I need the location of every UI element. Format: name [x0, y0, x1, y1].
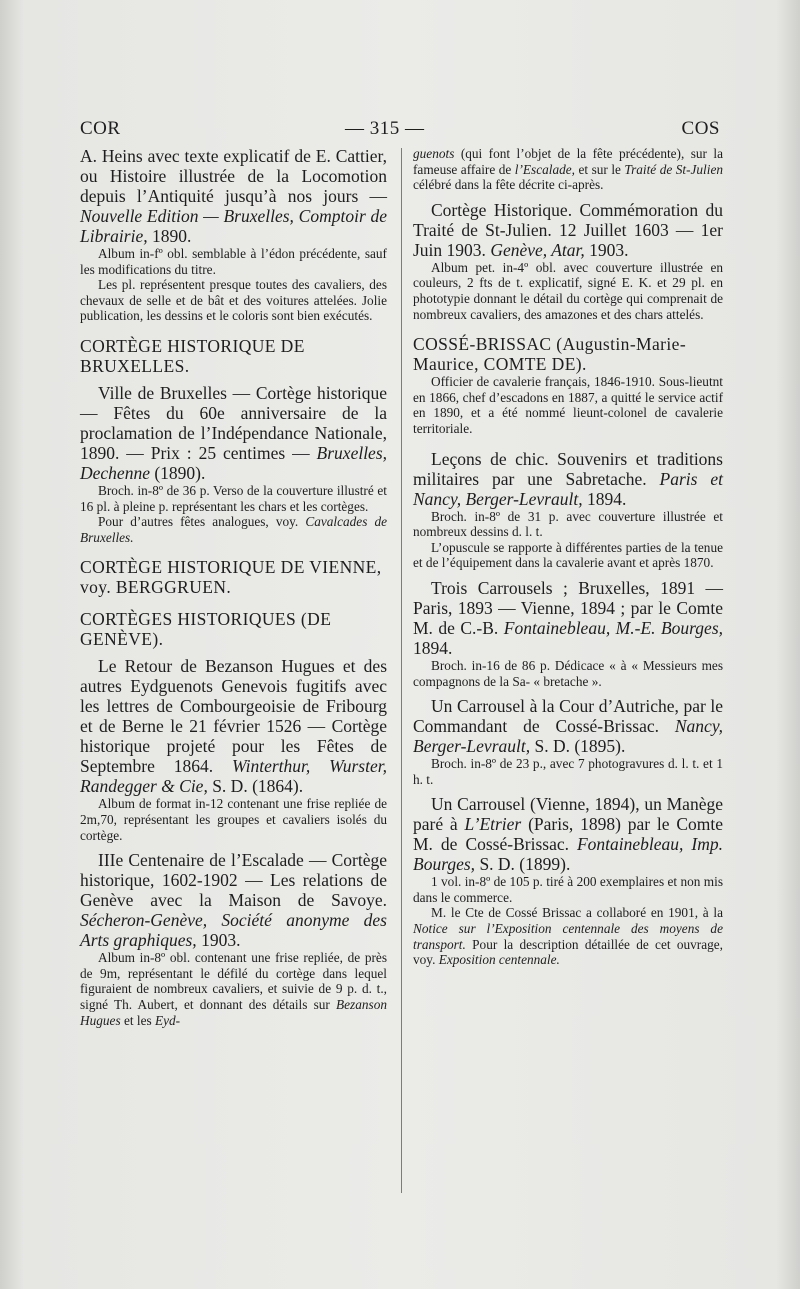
- note: M. le Cte de Cossé Brissac a collaboré en 1901, à la Notice sur l’Exposition centennale des moyens de transport. Pour la description détaillée de cet ouvrage, voy. Exposition centennale.: [413, 905, 723, 968]
- note-continued: guenots (qui font l’objet de la fête précédente), sur la fameuse affaire de l’Escalade, et sur le Traité de St-Julien célébré dans la fête décrite ci-après.: [413, 146, 724, 193]
- note: Album in-fº obl. semblable à l’édon précédente, sauf les modifications du titre.: [80, 246, 387, 277]
- note: Album in-8º obl. contenant une frise repliée, de près de 9m, représentant le défilé du cortège dans lequel figuraient de nombreux cavaliers, et suivie de 9 p. d. t., signé Th. Aubert, et donnant des détails sur Bezanson Hugues et les Eyd-: [80, 950, 387, 1028]
- running-head-right: COS: [681, 118, 720, 139]
- note: Broch. in-8º de 36 p. Verso de la couverture illustré et 16 pl. à pleine p. représentant les chars et les cortèges.: [80, 482, 387, 514]
- note: L’opuscule se rapporte à différentes parties de la tenue et de l’équipement dans la cavalerie avant et après 1870.: [413, 539, 723, 571]
- note: Broch. in-8º de 23 p., avec 7 photogravures d. l. t. et 1 h. t.: [413, 756, 723, 787]
- note: 1 vol. in-8º de 105 p. tiré à 200 exemplaires et non mis dans le commerce.: [413, 874, 723, 905]
- entry-trois-carrousels: Trois Carrousels ; Bruxelles, 1891 — Paris, 1893 — Vienne, 1894 ; par le Comte M. de C.-B. Fontainebleau, M.-E. Bourges, 1894.: [413, 577, 724, 658]
- page-header: [80, 118, 720, 148]
- note: Pour d’autres fêtes analogues, voy. Cavalcades de Bruxelles.: [80, 514, 387, 545]
- entry-escalade: IIIe Centenaire de l’Escalade — Cortège historique, 1602-1902 — Les relations de Genève avec la Maison de Savoye. Sécheron-Genève, Société anonyme des Arts graphiques, 1903.: [80, 850, 387, 951]
- entry-carrousel-autriche: Un Carrousel à la Cour d’Autriche, par le Commandant de Cossé-Brissac. Nancy, Berger-Levrault, S. D. (1895).: [413, 696, 723, 757]
- heading-corteges-geneve: CORTÈGES HISTORIQUES (DE GENÈVE).: [80, 609, 332, 650]
- right-column: [413, 146, 723, 968]
- note: Broch. in-8º de 31 p. avec couverture illustrée et nombreux dessins d. l. t.: [413, 508, 723, 540]
- note: Broch. in-16 de 86 p. Dédicace « à « Messieurs mes compagnons de la Sa- « bretache ».: [413, 657, 723, 689]
- entry-bruxelles: Ville de Bruxelles — Cortège historique — Fêtes du 60e anniversaire de la proclamation de l’Indépendance Nationale, 1890. — Prix : 25 centimes — Bruxelles, Dechenne (1890).: [80, 382, 388, 483]
- entry-traite-st-julien: Cortège Historique. Commémoration du Traité de St-Julien. 12 Juillet 1603 — 1er Juin 1903. Genève, Atar, 1903.: [413, 199, 723, 260]
- note: Album pet. in-4º obl. avec couverture illustrée en couleurs, 2 fts de t. explicatif, signé E. K. et 29 pl. en phototypie donnant le détail du cortège qui comprenait de nombreux cavaliers, des amazones et des chars attelés.: [413, 259, 723, 322]
- note: Officier de cavalerie français, 1846-1910. Sous-lieutnt en 1866, chef d’escadons en 1887, a quitté le service actif en 1890, et a été nommé lieunt-colonel de cavalerie territoriale.: [413, 374, 723, 436]
- running-head-left: COR: [80, 118, 121, 139]
- entry-carrousel-vienne: Un Carrousel (Vienne, 1894), un Manège paré à L’Etrier (Paris, 1898) par le Comte M. de Cossé-Brissac. Fontainebleau, Imp. Bourges, S. D. (1899).: [413, 794, 724, 875]
- note: Album de format in-12 contenant une frise repliée de 2m,70, représentant les groupes et cavaliers isolés du cortège.: [80, 796, 387, 843]
- entry-bezanson: Le Retour de Bezanson Hugues et des autres Eydguenots Genevois fugitifs avec les lettres de Combourgeoisie de Fribourg et de Berne le 21 février 1526 — Cortège historique projeté pour les Fêtes de Septembre 1864. Winterthur, Wurster, Randegger & Cie, S. D. (1864).: [80, 656, 387, 797]
- column-divider: [401, 148, 402, 1193]
- entry-locomotion: A. Heins avec texte explicatif de E. Cattier, ou Histoire illustrée de la Locomotion depuis l’Antiquité jusqu’à nos jours — Nouvelle Edition — Bruxelles, Comptoir de Librairie, 1890.: [80, 146, 387, 246]
- heading-cortege-bruxelles: CORTÈGE HISTORIQUE DE BRUXELLES.: [80, 335, 305, 376]
- entry-lecons-de-chic: Leçons de chic. Souvenirs et traditions militaires par une Sabretache. Paris et Nancy, Berger-Levrault, 1894.: [413, 448, 724, 509]
- left-column: [80, 146, 387, 1028]
- heading-cosse-brissac: COSSÉ-BRISSAC (Augustin-Marie-Maurice, COMTE DE).: [413, 334, 687, 375]
- heading-cortege-vienne: CORTÈGE HISTORIQUE DE VIENNE, voy. BERGGRUEN.: [80, 557, 382, 598]
- page-number: — 315 —: [345, 118, 425, 139]
- note: Les pl. représentent presque toutes des cavaliers, des chevaux de selle et de bât et des voitures attelées. Jolie publication, les dessins et le coloris sont bien exécutés.: [80, 277, 387, 324]
